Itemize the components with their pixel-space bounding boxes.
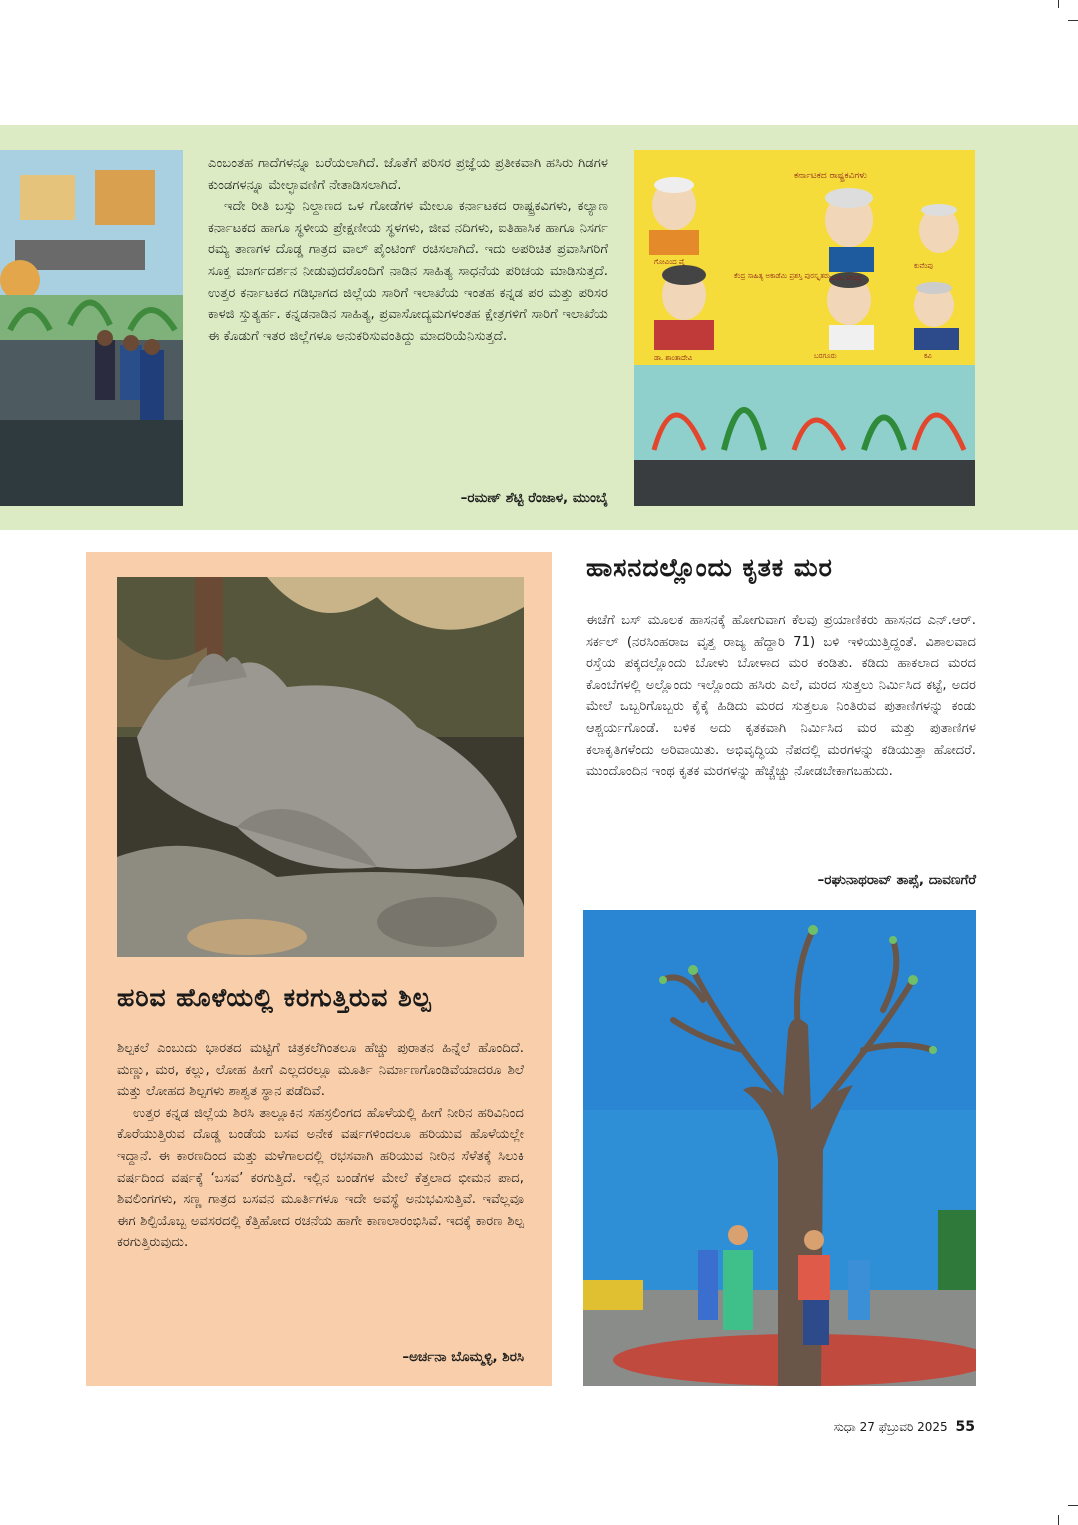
page-footer bbox=[834, 1419, 975, 1435]
bus-stand-photo bbox=[0, 150, 183, 506]
artificial-tree-byline: –ರಘುನಾಥರಾವ್ ತಾಪ್ಸೆ, ದಾವಣಗೆರೆ bbox=[817, 872, 976, 888]
mural-banner: ಕರ್ನಾಟಕದ ರಾಷ್ಟ್ರಕವಿಗಳು bbox=[794, 171, 867, 181]
crop-mark bbox=[1068, 1505, 1078, 1506]
mural-photo bbox=[634, 150, 975, 506]
page-number: 55 bbox=[955, 1419, 975, 1435]
mural-caption: ಬರಗೂರು bbox=[814, 352, 837, 360]
mural-caption: ಕವಿ bbox=[924, 352, 932, 360]
mural-caption: ಡಾ. ಶಾಂತಾದೇವಿ bbox=[654, 354, 693, 362]
mural-caption: ಕೆಂದ್ರ ಸಾಹಿತ್ಯ ಅಕಾಡೆಮಿ ಪ್ರಶಸ್ತಿ ಪುರಸ್ಕೃತರು bbox=[734, 272, 830, 280]
paragraph: ಈಚೆಗೆ ಬಸ್ ಮೂಲಕ ಹಾಸನಕ್ಕೆ ಹೋಗುವಾಗ ಕೆಲವು ಪ್ರಯಾಣಿಕರು ಹಾಸನದ ಎನ್.ಆರ್. ಸರ್ಕಲ್ (ನರಸಿಂಹರಾಜ ವೃತ್ತ ರಾಜ್ಯ ಹೆದ್ದಾರಿ 71) ಬಳಿ ಇಳಿಯುತ್ತಿದ್ದಂತೆ. ವಿಶಾಲವಾದ ರಸ್ತೆಯ ಪಕ್ಕದಲ್ಲೊಂದು ಬೋಳು ಬೋಳಾದ ಮರ ಕಂಡಿತು. ಕಡಿದು ಹಾಕಲಾದ ಮರದ ಕೊಂಬೆಗಳಲ್ಲಿ ಅಲ್ಲೊಂದು ಇಲ್ಲೊಂದು ಹಸಿರು ಎಲೆ, ಮರದ ಸುತ್ತಲು ನಿರ್ಮಿಸಿದ ಕಟ್ಟೆ, ಅದರ ಮೇಲೆ ಒಬ್ಬರಿಗೊಬ್ಬರು ಕೈಕೈ ಹಿಡಿದು ಮರದ ಸುತ್ತಲೂ ನಿಂತಿರುವ ಪುತಾಣಿಗಳನ್ನು ಕಂಡು ಆಶ್ಚರ್ಯಗೊಂಡೆ. ಬಳಿಕ ಅದು ಕೃತಕವಾಗಿ ನಿರ್ಮಿಸಿದ ಮರ ಮತ್ತು ಪುತಾಣಿಗಳ ಕಲಾಕೃತಿಗಳೆಂದು ಅರಿವಾಯಿತು. ಅಭಿವೃದ್ಧಿಯ ನೆಪದಲ್ಲಿ ಮರಗಳನ್ನು ಕಡಿಯುತ್ತಾ ಹೋದರೆ. ಮುಂದೊಂದಿನ ಇಂಥ ಕೃತಕ ಮರಗಳನ್ನು ಹೆಚ್ಚೆಚ್ಚು ನೋಡಬೇಕಾಗಬಹುದು. bbox=[586, 613, 976, 780]
top-article-byline: –ರಮಣ್ ಶೆಟ್ಟಿ ರೆಂಜಾಳ, ಮುಂಬೈ bbox=[460, 490, 608, 506]
artificial-tree-photo bbox=[583, 910, 976, 1386]
artificial-tree-headline: ಹಾಸನದಲ್ಲೊಂದು ಕೃತಕ ಮರ bbox=[586, 553, 833, 582]
sculpture-article-body bbox=[117, 1038, 524, 1254]
paragraph: ಇದೇ ರೀತಿ ಬಸ್ಸು ನಿಲ್ದಾಣದ ಒಳ ಗೋಡೆಗಳ ಮೇಲೂ ಕರ್ನಾಟಕದ ರಾಷ್ಟ್ರಕವಿಗಳು, ಕಲ್ಯಾಣ ಕರ್ನಾಟಕದ ಹಾಗೂ ಸ್ಥಳೀಯ ಪ್ರೇಕ್ಷಣೀಯ ಸ್ಥಳಗಳು, ಜೀವ ನದಿಗಳು, ಐತಿಹಾಸಿಕ ಹಾಗೂ ನಿಸರ್ಗ ರಮ್ಯ ತಾಣಗಳ ದೊಡ್ಡ ಗಾತ್ರದ ವಾಲ್ ಪೈಂಟಿಂಗ್ ರಚಿಸಲಾಗಿದೆ. ಇದು ಅಪರಿಚಿತ ಪ್ರವಾಸಿಗರಿಗೆ ಸೂಕ್ತ ಮಾರ್ಗದರ್ಶನ ನೀಡುವುದರೊಂದಿಗೆ ನಾಡಿನ ಸಾಹಿತ್ಯ ಸಾಧನೆಯ ಪರಿಚಯ ಮಾಡಿಸುತ್ತದೆ. ಉತ್ತರ ಕರ್ನಾಟಕದ ಗಡಿಭಾಗದ ಜಿಲ್ಲೆಯ ಸಾರಿಗೆ ಇಲಾಖೆಯ ಇಂತಹ ಕನ್ನಡ ಪರ ಮತ್ತು ಪರಿಸರ ಕಾಳಜಿ ಸ್ತುತ್ಯರ್ಹ. ಕನ್ನಡನಾಡಿನ ಸಾಹಿತ್ಯ, ಪ್ರವಾಸೋದ್ಯಮಗಳಂತಹ ಕ್ಷೇತ್ರಗಳಿಗೆ ಸಾರಿಗೆ ಇಲಾಖೆಯ ಈ ಕೊಡುಗೆ ಇತರ ಜಿಲ್ಲೆಗಳೂ ಅನುಕರಿಸುವಂತಿದ್ದು ಮಾದರಿಯೆನಿಸುತ್ತದೆ. bbox=[208, 199, 608, 344]
issue-label: ಸುಧಾ 27 ಫೆಬ್ರುವರಿ 2025 bbox=[833, 1420, 948, 1434]
crop-mark bbox=[1058, 0, 1059, 8]
sculpture-article-byline: –ಅರ್ಚನಾ ಬೊಮ್ಮಳ್ಳಿ, ಶಿರಸಿ bbox=[402, 1349, 524, 1365]
paragraph: ಉತ್ತರ ಕನ್ನಡ ಜಿಲ್ಲೆಯ ಶಿರಸಿ ತಾಲ್ಲೂಕಿನ ಸಹಸ್ರಲಿಂಗದ ಹೊಳೆಯಲ್ಲಿ ಹೀಗೆ ನೀರಿನ ಹರಿವಿನಿಂದ ಕೊರೆಯುತ್ತಿರುವ ದೊಡ್ಡ ಬಂಡೆಯ ಬಸವ ಅನೇಕ ವರ್ಷಗಳಿಂದಲೂ ಹರಿಯುವ ಹೊಳೆಯಲ್ಲೇ ಇದ್ದಾನೆ. ಈ ಕಾರಣದಿಂದ ಮತ್ತು ಮಳೆಗಾಲದಲ್ಲಿ ರಭಸವಾಗಿ ಹರಿಯುವ ನೀರಿನ ಸೆಳೆತಕ್ಕೆ ಸಿಲುಕಿ ವರ್ಷದಿಂದ ವರ್ಷಕ್ಕೆ ‘ಬಸವ’ ಕರಗುತ್ತಿದೆ. ಇಲ್ಲಿನ ಬಂಡೆಗಳ ಮೇಲೆ ಕೆತ್ತಲಾದ ಭೀಮನ ಪಾದ, ಶಿವಲಿಂಗಗಳು, ಸಣ್ಣ ಗಾತ್ರದ ಬಸವನ ಮೂರ್ತಿಗಳೂ ಇದೇ ಅವಸ್ಥೆ ಅನುಭವಿಸುತ್ತಿವೆ. ಇವೆಲ್ಲವೂ ಈಗ ಶಿಲ್ಪಿಯೊಬ್ಬ ಅವಸರದಲ್ಲಿ ಕೆತ್ತಿಹೋದ ರಚನೆಯ ಹಾಗೇ ಕಾಣಲಾರಂಭಿಸಿವೆ. ಇದಕ್ಕೆ ಕಾರಣ ಶಿಲ್ಪ ಕರಗುತ್ತಿರುವುದು. bbox=[117, 1105, 524, 1251]
artificial-tree-article-body bbox=[586, 610, 976, 783]
mural-caption: ದ.ರಾ. ಬೇಂದ್ರೆ bbox=[829, 274, 862, 282]
mural-caption: ಗೋವಿಂದ ಪೈ bbox=[654, 258, 685, 266]
top-article-body bbox=[208, 153, 608, 347]
paragraph: ಶಿಲ್ಪಕಲೆ ಎಂಬುದು ಭಾರತದ ಮಟ್ಟಿಗೆ ಚಿತ್ರಕಲೆಗಿಂತಲೂ ಹೆಚ್ಚು ಪುರಾತನ ಹಿನ್ನೆಲೆ ಹೊಂದಿದೆ. ಮಣ್ಣು, ಮರ, ಕಲ್ಲು, ಲೋಹ ಹೀಗೆ ಎಲ್ಲದರಲ್ಲೂ ಮೂರ್ತಿ ನಿರ್ಮಾಣಗೊಂಡಿವೆಯಾದರೂ ಶಿಲೆ ಮತ್ತು ಲೋಹದ ಶಿಲ್ಪಗಳು ಶಾಶ್ವತ ಸ್ಥಾನ ಪಡೆದಿವೆ. bbox=[117, 1041, 524, 1100]
paragraph: ಎಂಬಂತಹ ಗಾದೆಗಳನ್ನೂ ಬರೆಯಲಾಗಿದೆ. ಜೊತೆಗೆ ಪರಿಸರ ಪ್ರಜ್ಞೆಯ ಪ್ರತೀಕವಾಗಿ ಹಸಿರು ಗಿಡಗಳ ಕುಂಡಗಳನ್ನೂ ಮೇಲ್ಛಾವಣಿಗೆ ನೇತಾಡಿಸಲಾಗಿದೆ. bbox=[208, 156, 608, 193]
crop-mark bbox=[1058, 1515, 1059, 1525]
nandi-sculpture-photo bbox=[117, 577, 524, 957]
crop-mark bbox=[1068, 20, 1078, 21]
mural-caption: ಕುವೆಂಪು bbox=[914, 262, 933, 270]
sculpture-headline: ಹರಿವ ಹೊಳೆಯಲ್ಲಿ ಕರಗುತ್ತಿರುವ ಶಿಲ್ಪ bbox=[117, 983, 432, 1012]
